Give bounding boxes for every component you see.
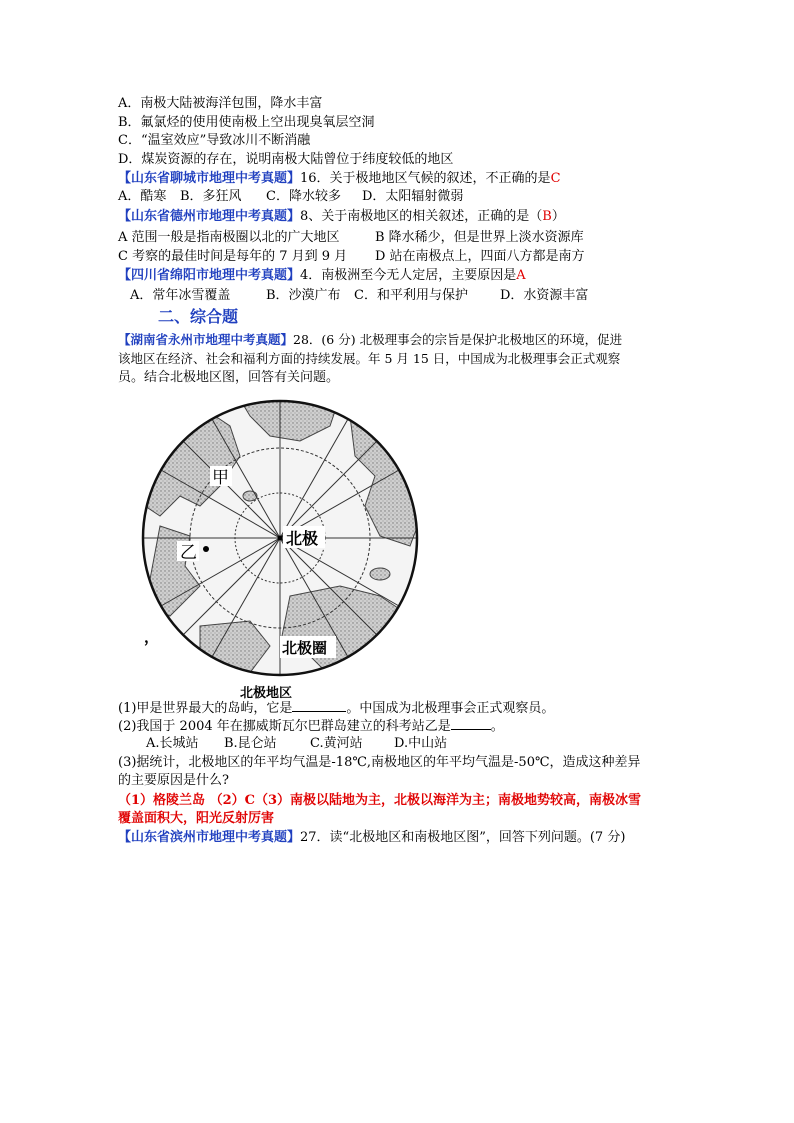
question-28 [118,331,622,349]
question-source: 【山东省德州市地理中考真题】 [118,209,301,224]
question-8-options-cd [118,248,585,266]
answer-28-line2: 覆盖面积大，阳光反射厉害 [118,811,275,826]
option: A．酷寒 [118,189,167,204]
option: B．多狂风 [180,189,242,204]
question-16-options [118,188,463,206]
option: B.昆仑站 [224,736,277,751]
question-28-line3: 员。结合北极地区图，回答有关问题。 [118,370,340,385]
station-dot [203,546,209,552]
sub-question-3: (3)据统计，北极地区的年平均气温是-18℃,南极地区的年平均气温是-50℃，造成这种差异 [118,755,641,770]
sub-question-text: (2)我国于 2004 年在挪威斯瓦尔巴群岛建立的科考站乙是 [118,719,451,734]
question-text: 16．关于极地地区气候的叙述，不正确的是 [300,171,551,186]
answer-letter: B [542,209,552,224]
option: C 考察的最佳时间是每年的 7 月到 9 月 [118,249,348,264]
answer-letter: A [516,268,526,283]
arctic-map [140,386,430,706]
question-4 [118,267,526,285]
north-pole-dot [278,536,283,541]
option-line-d: D．煤炭资源的存在，说明南极大陆曾位于纬度较低的地区 [118,152,454,167]
question-source: 【山东省滨州市地理中考真题】 [118,830,301,845]
question-text: 4．南极洲至今无人定居，主要原因是 [300,268,517,283]
option: B．沙漠广布 [266,288,341,303]
option: A．常年冰雪覆盖 [130,288,231,303]
option: B 降水稀少，但是世界上淡水资源库 [375,230,584,245]
option: D．太阳辐射微弱 [362,189,464,204]
arctic-map-svg [140,386,430,706]
option: D．水资源丰富 [500,288,589,303]
sub-question-text: 。 [490,719,504,734]
question-source: 【湖南省永州市地理中考真题】 [118,332,294,347]
option-line-a: A．南极大陆被海洋包围，降水丰富 [118,96,323,111]
sub-question-text: 。中国成为北极理事会正式观察员。 [346,701,555,716]
question-27 [118,829,625,847]
question-close: ） [551,209,565,224]
label-north-pole: 北极 [286,529,319,548]
question-28-line2: 该地区在经济、社会和福利方面的持续发展。年 5 月 15 日，中国成为北极理事会正式观察 [118,351,621,366]
sub-question-2 [118,717,504,736]
sub-question-1 [118,699,554,718]
answer-blank[interactable] [292,699,346,712]
sub-question-2-options [146,735,447,753]
option-line-c: C．“温室效应”导致冰川不断消融 [118,133,311,148]
option: C.黄河站 [310,736,363,751]
answer-blank[interactable] [451,717,491,730]
question-text: 27．读“北极地区和南极地区图”，回答下列问题。(7 分) [300,830,626,845]
label-jia: 甲 [212,468,229,488]
question-text: 28．(6 分) 北极理事会的宗旨是保护北极地区的环境，促进 [293,332,623,347]
question-16 [118,170,561,188]
answer-letter: C [550,171,561,186]
question-8 [118,208,565,226]
question-4-options [130,287,588,305]
sub-question-text: (1)甲是世界最大的岛屿，它是 [118,701,293,716]
option: D.中山站 [394,736,448,751]
label-yi: 乙 [180,543,197,563]
map-comma: ， [144,628,160,646]
question-source: 【山东省聊城市地理中考真题】 [118,171,301,186]
option: C．和平利用与保护 [354,288,468,303]
question-source: 【四川省绵阳市地理中考真题】 [118,268,301,283]
sub-question-3-line2: 的主要原因是什么? [118,773,229,788]
label-arctic-circle: 北极圈 [282,639,328,657]
option: A 范围一般是指南极圈以北的广大地区 [118,230,340,245]
option: D 站在南极点上，四面八方都是南方 [375,249,585,264]
map-caption: 北极地区 [240,686,293,701]
option: C．降水较多 [266,189,341,204]
question-8-options-ab [118,229,584,247]
section-title: 二、综合题 [158,307,239,326]
question-text: 8、关于南极地区的相关叙述，正确的是（ [300,209,543,224]
answer-28-line1: （1）格陵兰岛 （2）C（3）南极以陆地为主，北极以海洋为主；南极地势较高，南极冰雪 [118,793,642,808]
option-line-b: B．氟氯烃的使用使南极上空出现臭氧层空洞 [118,115,375,130]
option: A.长城站 [146,736,199,751]
